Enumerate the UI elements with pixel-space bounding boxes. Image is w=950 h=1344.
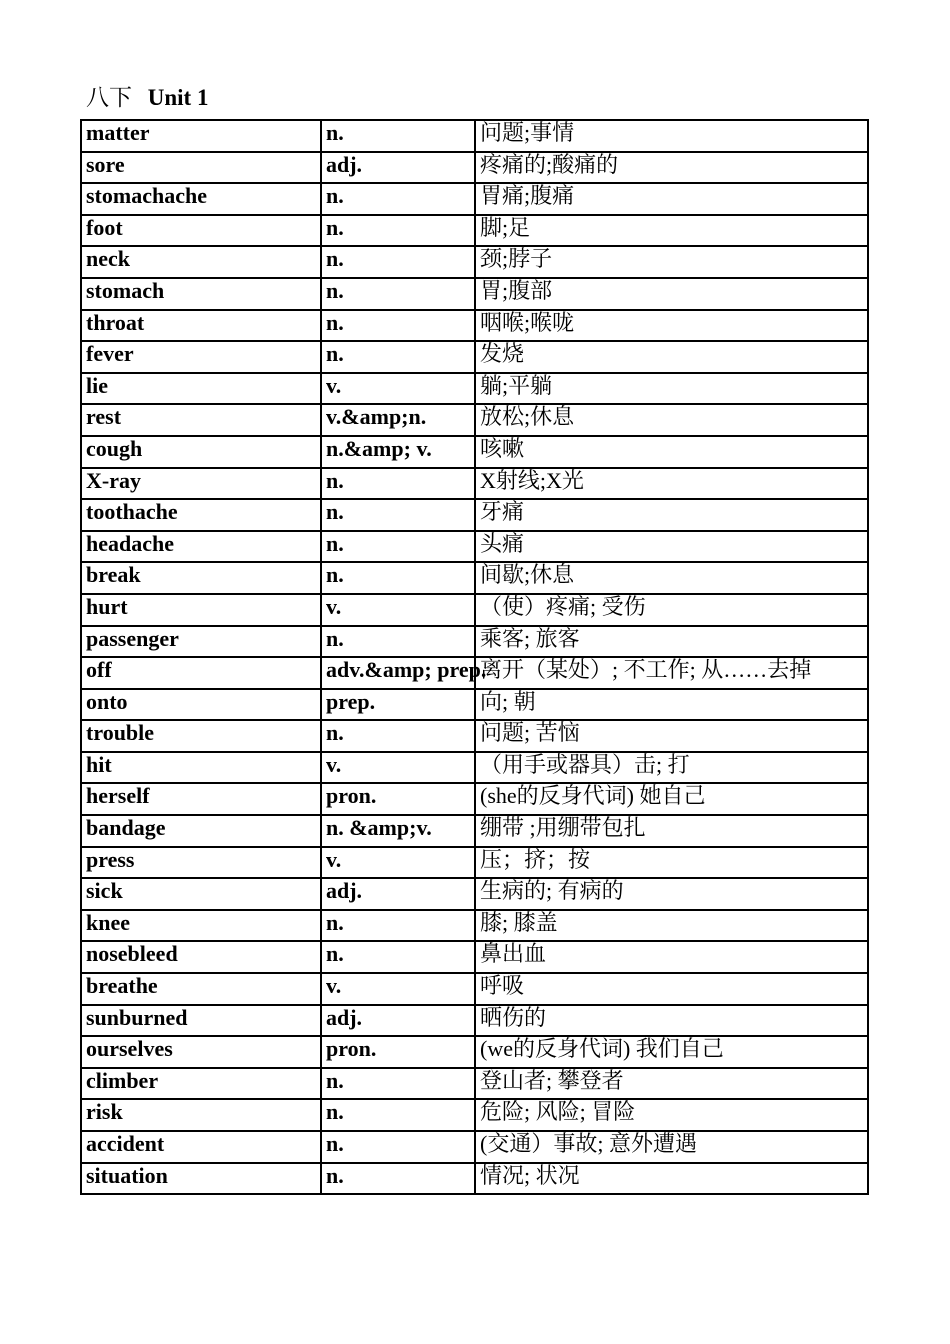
meaning-cell: 乘客; 旅客: [475, 626, 868, 658]
table-row: [81, 120, 868, 152]
part-of-speech-cell: v.: [321, 847, 475, 879]
word-cell: fever: [81, 341, 321, 373]
part-of-speech-cell: v.&amp;n.: [321, 404, 475, 436]
word-cell: climber: [81, 1068, 321, 1100]
table-row: [81, 1131, 868, 1163]
table-row: [81, 183, 868, 215]
word-cell: matter: [81, 120, 321, 152]
table-row: [81, 1036, 868, 1068]
part-of-speech-cell: n.: [321, 1099, 475, 1131]
part-of-speech-cell: n.: [321, 499, 475, 531]
word-cell: toothache: [81, 499, 321, 531]
word-cell: foot: [81, 215, 321, 247]
word-cell: situation: [81, 1163, 321, 1195]
table-row: [81, 815, 868, 847]
table-row: [81, 246, 868, 278]
meaning-cell: 胃;腹部: [475, 278, 868, 310]
word-cell: stomach: [81, 278, 321, 310]
part-of-speech-cell: n.: [321, 1163, 475, 1195]
table-row: [81, 626, 868, 658]
word-cell: ourselves: [81, 1036, 321, 1068]
table-row: [81, 847, 868, 879]
word-cell: nosebleed: [81, 941, 321, 973]
part-of-speech-cell: adj.: [321, 878, 475, 910]
meaning-cell: 呼吸: [475, 973, 868, 1005]
part-of-speech-cell: v.: [321, 594, 475, 626]
word-cell: trouble: [81, 720, 321, 752]
word-cell: passenger: [81, 626, 321, 658]
part-of-speech-cell: n.&amp; v.: [321, 436, 475, 468]
meaning-cell: 问题;事情: [475, 120, 868, 152]
vocabulary-table: [80, 119, 869, 1195]
table-row: [81, 531, 868, 563]
word-cell: throat: [81, 310, 321, 342]
part-of-speech-cell: n.: [321, 215, 475, 247]
meaning-cell: 向; 朝: [475, 689, 868, 721]
part-of-speech-cell: n.: [321, 626, 475, 658]
meaning-cell: 脚;足: [475, 215, 868, 247]
part-of-speech-cell: n.: [321, 531, 475, 563]
word-cell: sunburned: [81, 1005, 321, 1037]
table-row: [81, 1068, 868, 1100]
part-of-speech-cell: n. &amp;v.: [321, 815, 475, 847]
part-of-speech-cell: n.: [321, 120, 475, 152]
word-cell: neck: [81, 246, 321, 278]
table-row: [81, 973, 868, 1005]
meaning-cell: 危险; 风险; 冒险: [475, 1099, 868, 1131]
vocabulary-table-body: [81, 120, 868, 1194]
meaning-cell: 头痛: [475, 531, 868, 563]
meaning-cell: 间歇;休息: [475, 562, 868, 594]
table-row: [81, 1005, 868, 1037]
word-cell: herself: [81, 783, 321, 815]
part-of-speech-cell: pron.: [321, 783, 475, 815]
table-row: [81, 689, 868, 721]
meaning-cell: 离开（某处）; 不工作; 从……去掉: [475, 657, 868, 689]
word-cell: knee: [81, 910, 321, 942]
word-cell: sore: [81, 152, 321, 184]
grade-label: 八下: [86, 85, 132, 110]
part-of-speech-cell: n.: [321, 941, 475, 973]
unit-label: Unit 1: [147, 85, 209, 110]
part-of-speech-cell: n.: [321, 341, 475, 373]
word-cell: break: [81, 562, 321, 594]
word-cell: accident: [81, 1131, 321, 1163]
table-row: [81, 910, 868, 942]
meaning-cell: 生病的; 有病的: [475, 878, 868, 910]
meaning-cell: 晒伤的: [475, 1005, 868, 1037]
table-row: [81, 310, 868, 342]
part-of-speech-cell: pron.: [321, 1036, 475, 1068]
meaning-cell: 疼痛的;酸痛的: [475, 152, 868, 184]
table-row: [81, 152, 868, 184]
page-title: [86, 84, 208, 112]
part-of-speech-cell: n.: [321, 183, 475, 215]
part-of-speech-cell: prep.: [321, 689, 475, 721]
part-of-speech-cell: adj.: [321, 1005, 475, 1037]
part-of-speech-cell: n.: [321, 1131, 475, 1163]
meaning-cell: （使）疼痛; 受伤: [475, 594, 868, 626]
part-of-speech-cell: n.: [321, 720, 475, 752]
table-row: [81, 1163, 868, 1195]
word-cell: onto: [81, 689, 321, 721]
meaning-cell: 躺;平躺: [475, 373, 868, 405]
table-row: [81, 594, 868, 626]
part-of-speech-cell: n.: [321, 910, 475, 942]
part-of-speech-cell: n.: [321, 310, 475, 342]
word-cell: risk: [81, 1099, 321, 1131]
part-of-speech-cell: n.: [321, 1068, 475, 1100]
meaning-cell: （用手或器具）击; 打: [475, 752, 868, 784]
table-row: [81, 499, 868, 531]
table-row: [81, 878, 868, 910]
meaning-cell: X射线;X光: [475, 468, 868, 500]
word-cell: sick: [81, 878, 321, 910]
word-cell: rest: [81, 404, 321, 436]
meaning-cell: 绷带 ;用绷带包扎: [475, 815, 868, 847]
table-row: [81, 562, 868, 594]
word-cell: press: [81, 847, 321, 879]
table-row: [81, 404, 868, 436]
table-row: [81, 1099, 868, 1131]
part-of-speech-cell: v.: [321, 373, 475, 405]
meaning-cell: (we的反身代词) 我们自己: [475, 1036, 868, 1068]
part-of-speech-cell: n.: [321, 278, 475, 310]
part-of-speech-cell: v.: [321, 752, 475, 784]
word-cell: hurt: [81, 594, 321, 626]
meaning-cell: 发烧: [475, 341, 868, 373]
part-of-speech-cell: n.: [321, 468, 475, 500]
meaning-cell: 情况; 状况: [475, 1163, 868, 1195]
meaning-cell: 咳嗽: [475, 436, 868, 468]
part-of-speech-cell: n.: [321, 246, 475, 278]
word-cell: lie: [81, 373, 321, 405]
meaning-cell: (交通）事故; 意外遭遇: [475, 1131, 868, 1163]
meaning-cell: 膝; 膝盖: [475, 910, 868, 942]
table-row: [81, 215, 868, 247]
meaning-cell: 牙痛: [475, 499, 868, 531]
word-cell: stomachache: [81, 183, 321, 215]
word-cell: X-ray: [81, 468, 321, 500]
table-row: [81, 373, 868, 405]
part-of-speech-cell: v.: [321, 973, 475, 1005]
part-of-speech-cell: adj.: [321, 152, 475, 184]
meaning-cell: 胃痛;腹痛: [475, 183, 868, 215]
word-cell: cough: [81, 436, 321, 468]
meaning-cell: (she的反身代词) 她自己: [475, 783, 868, 815]
meaning-cell: 咽喉;喉咙: [475, 310, 868, 342]
word-cell: off: [81, 657, 321, 689]
table-row: [81, 657, 868, 689]
part-of-speech-cell: adv.&amp; prep.: [321, 657, 475, 689]
word-cell: breathe: [81, 973, 321, 1005]
meaning-cell: 问题; 苦恼: [475, 720, 868, 752]
meaning-cell: 放松;休息: [475, 404, 868, 436]
table-row: [81, 941, 868, 973]
table-row: [81, 752, 868, 784]
table-row: [81, 720, 868, 752]
meaning-cell: 登山者; 攀登者: [475, 1068, 868, 1100]
table-row: [81, 783, 868, 815]
table-row: [81, 278, 868, 310]
part-of-speech-cell: n.: [321, 562, 475, 594]
meaning-cell: 颈;脖子: [475, 246, 868, 278]
meaning-cell: 鼻出血: [475, 941, 868, 973]
word-cell: hit: [81, 752, 321, 784]
meaning-cell: 压；挤；按: [475, 847, 868, 879]
word-cell: bandage: [81, 815, 321, 847]
table-row: [81, 468, 868, 500]
table-row: [81, 436, 868, 468]
word-cell: headache: [81, 531, 321, 563]
table-row: [81, 341, 868, 373]
